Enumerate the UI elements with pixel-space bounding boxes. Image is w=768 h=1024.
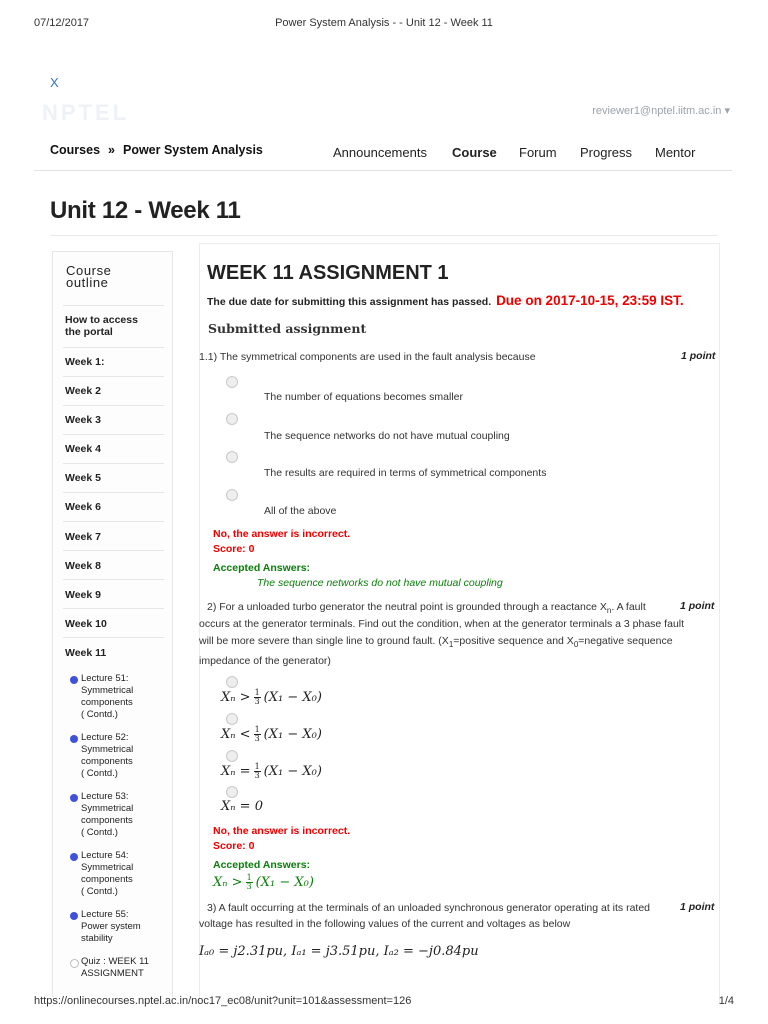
- question-2-points: 1 point: [680, 600, 715, 612]
- user-menu[interactable]: reviewer1@nptel.iitm.ac.in ▾: [592, 105, 730, 117]
- q2-accepted-label: Accepted Answers:: [213, 859, 311, 871]
- submitted-heading: Submitted assignment: [208, 321, 367, 336]
- header-divider: [34, 170, 732, 171]
- q2-line1: 2) For a unloaded turbo generator the neutral point is grounded through a reactance $X_n$. A fault: [207, 601, 646, 616]
- nav-forum[interactable]: Forum: [519, 145, 557, 160]
- nptel-logo[interactable]: NPTEL: [42, 100, 130, 125]
- q2-option-2-radio[interactable]: [226, 713, 238, 725]
- q2-accepted-answer: Xₙ > $\frac{1}{3}$ (X₁ − X₀): [213, 873, 314, 891]
- lecture-52-line2: Symmetrical: [81, 744, 134, 755]
- sidebar-item-week-8[interactable]: Week 8: [63, 550, 164, 579]
- q1-result: No, the answer is incorrect.: [213, 528, 351, 540]
- q1-option-3-label: The results are required in terms of symmetrical components: [264, 467, 547, 479]
- lecture-54-line1: Lecture 54:: [81, 850, 129, 861]
- q2-option-3-radio[interactable]: [226, 750, 238, 762]
- sidebar-item-week-10[interactable]: Week 10: [63, 608, 164, 637]
- question-1-points: 1 point: [681, 350, 716, 362]
- q2-line4: impedance of the generator): [199, 655, 331, 668]
- course-outline-heading: [66, 265, 112, 289]
- breadcrumb-courses-link[interactable]: Courses: [50, 143, 101, 157]
- course-outline-heading-line1: Course: [66, 263, 112, 278]
- lecture-55-line2: Power system: [81, 921, 141, 932]
- question-3-text: 3) A fault occurring at the terminals of an unloaded synchronous generator operating at its rated: [207, 902, 651, 914]
- incomplete-dot-icon: [70, 959, 79, 968]
- lecture-55-line3: stability: [81, 933, 113, 944]
- q2-option-1-radio[interactable]: [226, 676, 238, 688]
- lecture-55-line1: Lecture 55:: [81, 909, 129, 920]
- course-outline-sidebar: [52, 251, 173, 997]
- due-notice-text: The due date for submitting this assignment has passed.: [207, 296, 492, 308]
- sidebar-item-week-6[interactable]: Week 6: [63, 492, 164, 521]
- sidebar-item-week-4[interactable]: Week 4: [63, 434, 164, 463]
- breadcrumb-course-link[interactable]: Power System Analysis: [122, 143, 263, 157]
- lecture-52-line4: ( Contd.): [81, 768, 118, 779]
- lecture-53-line2: Symmetrical: [81, 803, 134, 814]
- due-date: Due on 2017-10-15, 23:59 IST.: [496, 293, 684, 308]
- question-3-text-cont: voltage has resulted in the following values of the current and voltages as below: [199, 918, 571, 930]
- q2-line2: occurs at the generator terminals. Find out the condition, when at the generator terminals a 3 phase fault: [199, 618, 685, 630]
- completed-dot-icon: [70, 735, 78, 743]
- question-1-text: 1.1) The symmetrical components are used in the fault analysis because: [199, 351, 536, 363]
- q2-option-4-formula: Xₙ = 0: [221, 799, 263, 814]
- sidebar-item-week-7[interactable]: Week 7: [63, 521, 164, 550]
- sidebar-item-week-11[interactable]: Week 11: [63, 637, 164, 666]
- title-divider: [50, 235, 718, 236]
- nav-progress[interactable]: Progress: [580, 145, 633, 160]
- q2-option-2-formula: Xₙ < $\frac{1}{3}$ (X₁ − X₀): [221, 725, 322, 743]
- lecture-53-line3: components: [81, 815, 133, 826]
- q1-option-4-label: All of the above: [264, 505, 337, 517]
- q1-option-4-radio[interactable]: [226, 489, 238, 501]
- due-notice: [207, 293, 684, 308]
- quiz-line2: ASSIGNMENT: [81, 968, 144, 979]
- q2-score: Score: 0: [213, 840, 255, 852]
- q2-line3: will be more severe than single line to ground fault. ($X_1=positive$ sequence and $X_0=negative$ sequence: [199, 634, 673, 649]
- q1-accepted-answer: The sequence networks do not have mutual coupling: [257, 577, 503, 589]
- lecture-51-line2: Symmetrical: [81, 685, 134, 696]
- q1-accepted-label: Accepted Answers:: [213, 562, 311, 574]
- print-page-number: 1/4: [718, 995, 734, 1007]
- breadcrumb-separator: »: [108, 143, 115, 157]
- sidebar-access-line2: the portal: [65, 326, 113, 338]
- print-date: 07/12/2017: [34, 17, 90, 29]
- sidebar-item-week-3[interactable]: Week 3: [63, 405, 164, 434]
- print-url: https://onlinecourses.nptel.ac.in/noc17_ec08/unit?unit=101&assessment=126: [34, 995, 412, 1007]
- lecture-51-line1: Lecture 51:: [81, 673, 129, 684]
- q3-equation: Iₐ₀ = j2.31pu, Iₐ₁ = j3.51pu, Iₐ₂ = −j0.84pu: [199, 944, 479, 959]
- q1-option-2-radio[interactable]: [226, 413, 238, 425]
- lecture-51-line3: components: [81, 697, 133, 708]
- q2-option-1-formula: Xₙ > $\frac{1}{3}$ (X₁ − X₀): [221, 688, 322, 706]
- print-title: Power System Analysis - - Unit 12 - Week 11: [275, 17, 493, 29]
- q1-option-2-label: The sequence networks do not have mutual coupling: [264, 430, 510, 442]
- sidebar-access-line1: How to access: [65, 314, 138, 326]
- page-title: Unit 12 - Week 11: [50, 197, 241, 224]
- course-outline-heading-line2: outline: [66, 275, 109, 290]
- breadcrumb: [50, 143, 263, 157]
- q2-option-3-formula: Xₙ = $\frac{1}{3}$ (X₁ − X₀): [221, 762, 322, 780]
- completed-dot-icon: [70, 912, 78, 920]
- lecture-54-line3: components: [81, 874, 133, 885]
- assignment-title: WEEK 11 ASSIGNMENT 1: [207, 262, 449, 284]
- completed-dot-icon: [70, 853, 78, 861]
- sidebar-item-how-to-access[interactable]: [63, 305, 164, 346]
- q1-option-3-radio[interactable]: [226, 451, 238, 463]
- lecture-52-line1: Lecture 52:: [81, 732, 129, 743]
- close-icon[interactable]: X: [50, 75, 59, 90]
- lecture-53-line4: ( Contd.): [81, 827, 118, 838]
- quiz-line1: Quiz : WEEK 11: [81, 956, 149, 967]
- completed-dot-icon: [70, 676, 78, 684]
- sidebar-item-week-5[interactable]: Week 5: [63, 463, 164, 492]
- q2-result: No, the answer is incorrect.: [213, 825, 351, 837]
- nav-mentor[interactable]: Mentor: [655, 145, 696, 160]
- lecture-51-line4: ( Contd.): [81, 709, 118, 720]
- q1-score: Score: 0: [213, 543, 255, 555]
- sidebar-item-week-1[interactable]: Week 1:: [63, 347, 164, 376]
- lecture-53-line1: Lecture 53:: [81, 791, 129, 802]
- nav-course[interactable]: Course: [452, 145, 497, 160]
- nav-announcements[interactable]: Announcements: [333, 145, 427, 160]
- completed-dot-icon: [70, 794, 78, 802]
- lecture-52-line3: components: [81, 756, 133, 767]
- lecture-54-line2: Symmetrical: [81, 862, 134, 873]
- question-2-text-cont: [199, 616, 704, 670]
- q1-option-1-radio[interactable]: [226, 376, 238, 388]
- sidebar-item-week-9[interactable]: Week 9: [63, 579, 164, 608]
- lecture-54-line4: ( Contd.): [81, 886, 118, 897]
- question-3-points: 1 point: [680, 901, 715, 913]
- q2-option-4-radio[interactable]: [226, 786, 238, 798]
- sidebar-item-week-2[interactable]: Week 2: [63, 376, 164, 405]
- q1-option-1-label: The number of equations becomes smaller: [264, 391, 464, 403]
